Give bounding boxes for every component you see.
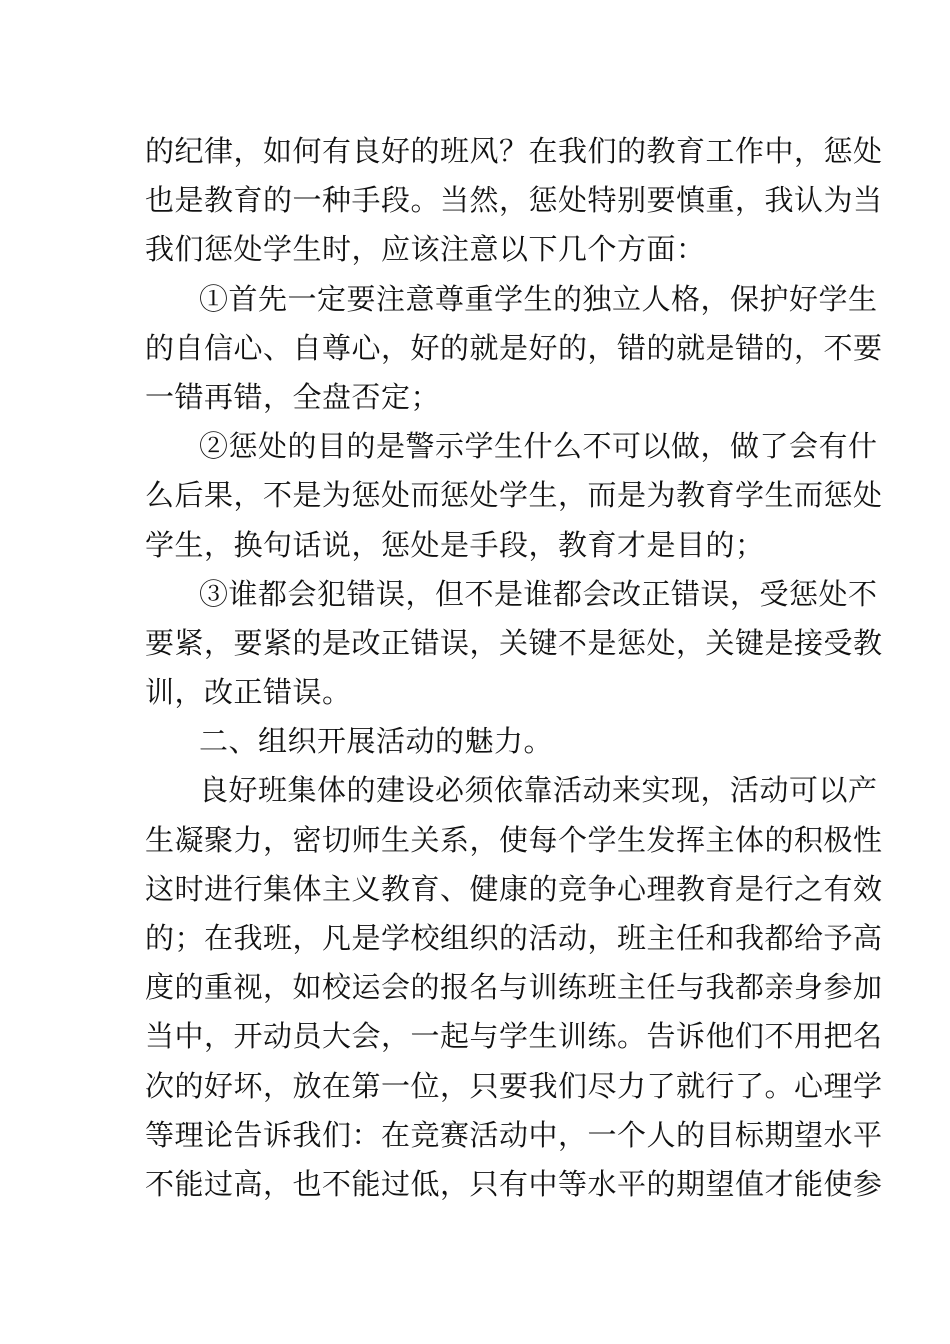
text-line: 这时进行集体主义教育、健康的竞争心理教育是行之有效 <box>145 871 883 906</box>
text-line: 良好班集体的建设必须依靠活动来实现，活动可以产 <box>199 773 878 808</box>
text-line: 也是教育的一种手段。当然，惩处特别要慎重，我认为当 <box>145 183 883 218</box>
text-line: 么后果，不是为惩处而惩处学生，而是为教育学生而惩处 <box>145 478 883 513</box>
body-text <box>145 127 883 1209</box>
text-line: ①首先一定要注意尊重学生的独立人格，保护好学生 <box>199 281 878 316</box>
text-line: ③谁都会犯错误，但不是谁都会改正错误，受惩处不 <box>199 576 878 611</box>
text-line: 要紧，要紧的是改正错误，关键不是惩处，关键是接受教 <box>145 625 883 660</box>
text-line: 生凝聚力，密切师生关系，使每个学生发挥主体的积极性 <box>145 822 883 857</box>
section-heading: 二、组织开展活动的魅力。 <box>199 724 554 759</box>
text-line: 的自信心、自尊心，好的就是好的，错的就是错的，不要 <box>145 330 883 365</box>
text-line: 当中，开动员大会，一起与学生训练。告诉他们不用把名 <box>145 1019 883 1054</box>
text-line: 我们惩处学生时，应该注意以下几个方面： <box>145 232 706 267</box>
text-line: 度的重视，如校运会的报名与训练班主任与我都亲身参加 <box>145 970 883 1005</box>
text-line: 训，改正错误。 <box>145 675 352 710</box>
text-line: 的纪律，如何有良好的班风？在我们的教育工作中，惩处 <box>145 134 883 168</box>
text-line: 等理论告诉我们：在竞赛活动中，一个人的目标期望水平 <box>145 1117 883 1152</box>
text-line: 一错再错，全盘否定； <box>145 379 441 414</box>
text-line: ②惩处的目的是警示学生什么不可以做，做了会有什 <box>199 429 878 464</box>
text-line: 不能过高，也不能过低，只有中等水平的期望值才能使参 <box>145 1166 883 1201</box>
text-line: 学生，换句话说，惩处是手段，教育才是目的； <box>145 527 765 562</box>
text-line: 次的好坏，放在第一位，只要我们尽力了就行了。心理学 <box>145 1068 883 1103</box>
text-line: 的；在我班，凡是学校组织的活动，班主任和我都给予高 <box>145 921 883 955</box>
